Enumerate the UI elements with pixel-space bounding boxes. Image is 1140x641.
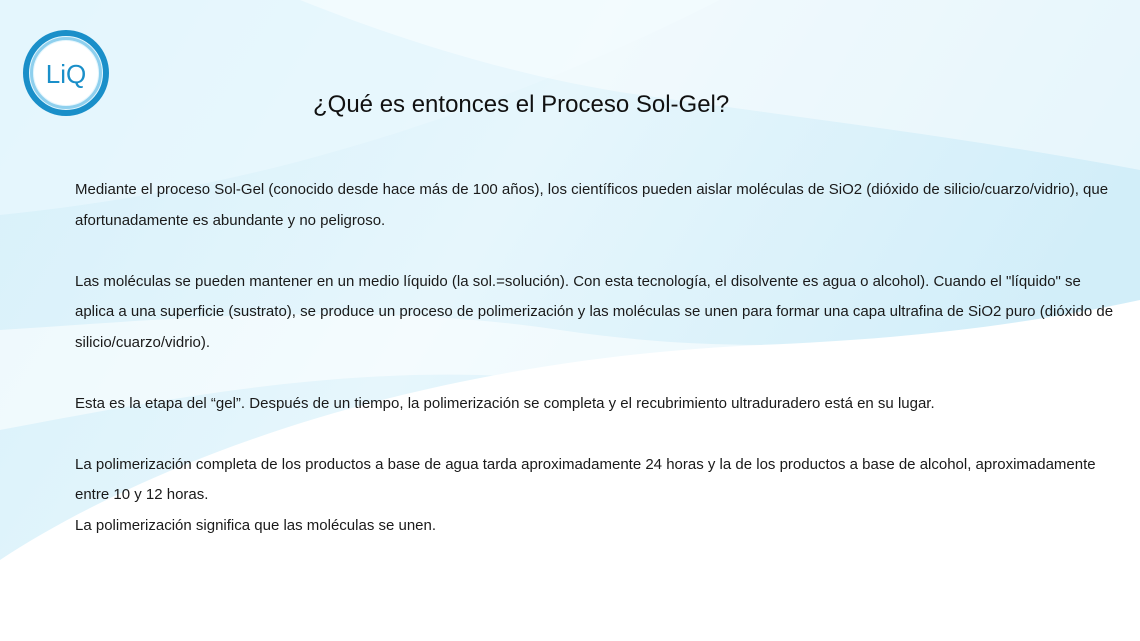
paragraph-1: Mediante el proceso Sol-Gel (conocido desde hace más de 100 años), los científicos pueden aislar moléculas de SiO2 (dióxido de silicio/cuarzo/vidrio), que afortunadamente es abundante y no peligroso. [75, 181, 1109, 229]
paragraph-5: La polimerización significa que las moléculas se unen. [75, 516, 437, 534]
logo [22, 29, 110, 117]
logo-text: LiQ [45, 59, 87, 89]
paragraph-3: Esta es la etapa del “gel”. Después de un tiempo, la polimerización se completa y el recubrimiento ultraduradero está en su lugar. [75, 394, 935, 412]
logo-icon [22, 29, 110, 117]
paragraph-2: Las moléculas se pueden mantener en un medio líquido (la sol.=solución). Con esta tecnología, el disolvente es agua o alcohol). Cuando el "líquido" se aplica a una superficie (sustrato), se produce un proceso de polimerización y las moléculas se unen para formar una capa ultrafina de SiO2 puro (dióxido de silicio/cuarzo/vidrio). [75, 272, 1114, 351]
slide-body [75, 175, 1120, 541]
paragraph-4: La polimerización completa de los productos a base de agua tarda aproximadamente 24 horas y la de los productos a base de alcohol, aproximadamente entre 10 y 12 horas. [75, 455, 1096, 503]
slide-title: ¿Qué es entonces el Proceso Sol-Gel? [313, 91, 730, 118]
